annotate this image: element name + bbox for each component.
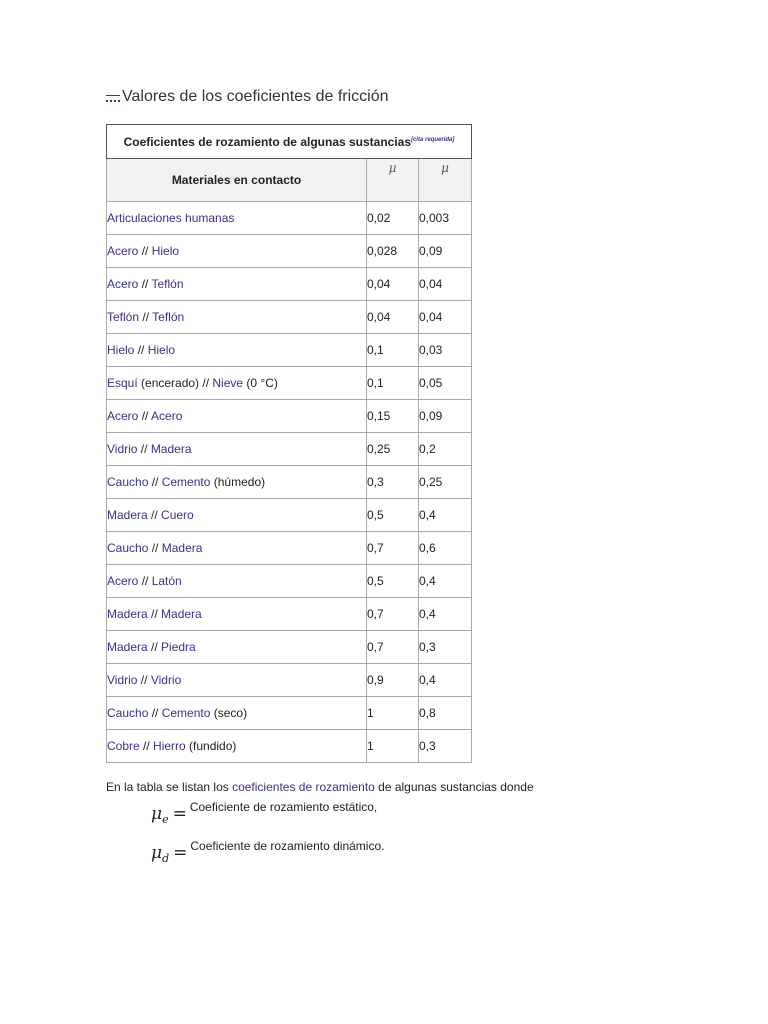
- table-row: [107, 664, 472, 697]
- header-mu-static: μ: [367, 159, 419, 202]
- mu-dynamic-value: 0,04: [419, 268, 472, 301]
- material-link[interactable]: Latón: [151, 574, 182, 588]
- mu-dynamic-value: 0,03: [419, 334, 472, 367]
- mu-static-value: 0,04: [367, 268, 419, 301]
- formula-static: [151, 800, 377, 826]
- note-text: En la tabla se listan los: [106, 780, 233, 794]
- mu-dynamic-value: 0,25: [419, 466, 472, 499]
- mu-dynamic-value: 0,003: [419, 202, 472, 235]
- mu-static-value: 0,1: [367, 367, 419, 400]
- mu-subscript: d: [162, 852, 170, 865]
- material-cell: [107, 598, 367, 631]
- section-heading-text: Valores de los coeficientes de fricción: [122, 88, 389, 105]
- mu-static-value: 0,9: [367, 664, 419, 697]
- material-link[interactable]: Acero: [107, 277, 139, 291]
- material-text: //: [138, 277, 152, 291]
- material-text: (fundido): [185, 739, 237, 753]
- material-link[interactable]: Cuero: [161, 508, 194, 522]
- mu-static-value: 0,3: [367, 466, 419, 499]
- mu-dynamic-value: 0,2: [419, 433, 472, 466]
- material-text: (0 °C): [243, 376, 278, 390]
- table-row: [107, 466, 472, 499]
- mu-static-value: 0,04: [367, 301, 419, 334]
- mu-static-value: 0,25: [367, 433, 419, 466]
- table-row: [107, 499, 472, 532]
- material-link[interactable]: Teflón: [151, 277, 184, 291]
- material-text: //: [147, 640, 162, 654]
- material-text: //: [137, 442, 151, 456]
- mu-static-value: 0,15: [367, 400, 419, 433]
- material-text: //: [138, 574, 152, 588]
- friction-coefficients-link[interactable]: coeficientes de rozamiento: [232, 780, 375, 794]
- material-cell: [107, 433, 367, 466]
- material-link[interactable]: Hielo: [107, 343, 135, 357]
- material-cell: [107, 499, 367, 532]
- table-row: [107, 268, 472, 301]
- material-link[interactable]: Cemento: [161, 706, 211, 720]
- mu-dynamic-value: 0,8: [419, 697, 472, 730]
- table-row: [107, 565, 472, 598]
- material-link[interactable]: Piedra: [161, 640, 196, 654]
- material-cell: [107, 235, 367, 268]
- material-link[interactable]: Madera: [107, 607, 148, 621]
- material-cell: [107, 532, 367, 565]
- material-link[interactable]: Esquí: [107, 376, 138, 390]
- mu-dynamic-value: 0,05: [419, 367, 472, 400]
- material-link[interactable]: Caucho: [107, 541, 149, 555]
- material-link[interactable]: Teflón: [152, 310, 185, 324]
- formula-description: Coeficiente de rozamiento dinámico.: [190, 839, 385, 853]
- formula-description: Coeficiente de rozamiento estático,: [189, 800, 378, 814]
- material-link[interactable]: Madera: [107, 640, 148, 654]
- material-link[interactable]: Madera: [150, 442, 192, 456]
- material-link[interactable]: Hielo: [151, 244, 180, 258]
- material-text: //: [147, 508, 162, 522]
- material-link[interactable]: Caucho: [107, 475, 149, 489]
- equals-sign: =: [172, 804, 187, 824]
- material-cell: [107, 565, 367, 598]
- section-heading: [106, 88, 389, 106]
- material-link[interactable]: Cobre: [107, 739, 140, 753]
- material-link[interactable]: Vidrio: [107, 442, 138, 456]
- table-row: [107, 301, 472, 334]
- note-text-end: de algunas sustancias donde: [374, 780, 534, 794]
- mu-dynamic-value: 0,6: [419, 532, 472, 565]
- equals-sign: =: [173, 843, 188, 863]
- material-cell: [107, 400, 367, 433]
- material-text: (húmedo): [210, 475, 266, 489]
- material-text: //: [134, 343, 148, 357]
- material-text: //: [138, 409, 152, 423]
- material-cell: [107, 730, 367, 763]
- material-text: //: [148, 706, 162, 720]
- table-row: [107, 433, 472, 466]
- mu-static-value: 0,028: [367, 235, 419, 268]
- mu-static-value: 0,7: [367, 532, 419, 565]
- material-cell: [107, 664, 367, 697]
- mu-dynamic-value: 0,3: [419, 631, 472, 664]
- material-link[interactable]: Cemento: [161, 475, 211, 489]
- edit-marker-icon[interactable]: [106, 95, 120, 102]
- mu-static-value: 0,5: [367, 499, 419, 532]
- formula-dynamic: [151, 839, 384, 865]
- material-link[interactable]: Articulaciones humanas: [107, 211, 235, 225]
- friction-table: [106, 124, 472, 763]
- material-link[interactable]: Acero: [107, 409, 139, 423]
- mu-static-value: 0,7: [367, 598, 419, 631]
- table-row: [107, 730, 472, 763]
- mu-static-value: 1: [367, 697, 419, 730]
- material-text: //: [139, 739, 154, 753]
- mu-dynamic-value: 0,4: [419, 499, 472, 532]
- material-link[interactable]: Teflón: [107, 310, 140, 324]
- material-link[interactable]: Caucho: [107, 706, 149, 720]
- material-cell: [107, 202, 367, 235]
- mu-dynamic-value: 0,4: [419, 565, 472, 598]
- material-cell: [107, 334, 367, 367]
- mu-dynamic-value: 0,4: [419, 598, 472, 631]
- table-row: [107, 202, 472, 235]
- material-text: //: [148, 475, 162, 489]
- material-cell: [107, 466, 367, 499]
- mu-dynamic-value: 0,4: [419, 664, 472, 697]
- table-caption-text: Coeficientes de rozamiento de algunas sustancias: [123, 134, 412, 149]
- table-row: [107, 334, 472, 367]
- material-text: //: [148, 541, 162, 555]
- table-row: [107, 235, 472, 268]
- material-text: //: [147, 607, 162, 621]
- material-link[interactable]: Madera: [161, 541, 203, 555]
- material-link[interactable]: Vidrio: [107, 673, 138, 687]
- mu-static-value: 0,5: [367, 565, 419, 598]
- mu-symbol: μ: [151, 804, 163, 824]
- table-row: [107, 598, 472, 631]
- material-link[interactable]: Madera: [107, 508, 148, 522]
- material-text: (seco): [210, 706, 248, 720]
- mu-static-value: 1: [367, 730, 419, 763]
- material-link[interactable]: Acero: [107, 244, 139, 258]
- mu-static-value: 0,1: [367, 334, 419, 367]
- table-row: [107, 400, 472, 433]
- material-text: //: [138, 244, 152, 258]
- material-link[interactable]: Hierro: [153, 739, 186, 753]
- material-link[interactable]: Madera: [161, 607, 202, 621]
- material-link[interactable]: Hielo: [147, 343, 176, 357]
- material-text: (encerado) //: [137, 376, 213, 390]
- material-cell: [107, 301, 367, 334]
- header-mu-dynamic: μ: [419, 159, 472, 202]
- table-row: [107, 697, 472, 730]
- header-materials: Materiales en contacto: [107, 159, 367, 202]
- material-text: //: [137, 673, 151, 687]
- material-link[interactable]: Vidrio: [150, 673, 182, 687]
- mu-symbol: μ: [151, 843, 163, 863]
- mu-subscript: e: [162, 813, 169, 826]
- mu-dynamic-value: 0,04: [419, 301, 472, 334]
- material-text: //: [139, 310, 153, 324]
- mu-static-value: 0,02: [367, 202, 419, 235]
- material-cell: [107, 367, 367, 400]
- citation-needed-link[interactable]: [cita requerida]: [411, 136, 455, 143]
- material-link[interactable]: Acero: [107, 574, 139, 588]
- mu-dynamic-value: 0,3: [419, 730, 472, 763]
- table-caption: [107, 125, 472, 159]
- material-cell: [107, 697, 367, 730]
- table-row: [107, 532, 472, 565]
- material-cell: [107, 268, 367, 301]
- table-note: [106, 780, 534, 794]
- table-row: [107, 367, 472, 400]
- mu-dynamic-value: 0,09: [419, 235, 472, 268]
- table-row: [107, 631, 472, 664]
- material-link[interactable]: Acero: [151, 409, 183, 423]
- material-link[interactable]: Nieve: [212, 376, 244, 390]
- material-cell: [107, 631, 367, 664]
- mu-dynamic-value: 0,09: [419, 400, 472, 433]
- mu-static-value: 0,7: [367, 631, 419, 664]
